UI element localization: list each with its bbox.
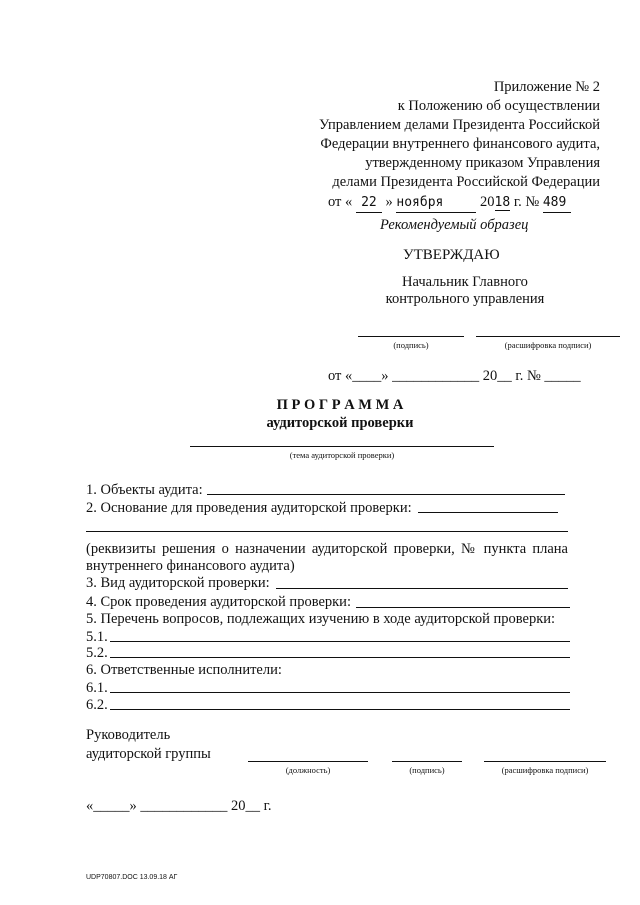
- item-5-2-label: 5.2.: [86, 645, 108, 661]
- order-prefix: от «: [328, 194, 353, 210]
- item-4-label: 4. Срок проведения аудиторской проверки:: [86, 594, 351, 610]
- approve-position-2: контрольного управления: [385, 291, 545, 307]
- approve-date-line: от «____» ____________ 20__ г. № _____: [328, 368, 581, 384]
- approve-decode-caption: (расшифровка подписи): [504, 340, 592, 350]
- item-2-label: 2. Основание для проведения аудиторской проверки:: [86, 500, 412, 516]
- bottom-date: «_____» ____________ 20__ г.: [86, 798, 272, 814]
- appendix-line-4: Федерации внутреннего финансового аудита,: [320, 136, 600, 152]
- order-year-label: г. №: [513, 194, 540, 210]
- footer-doc-id: UDP70807.DOC 13.09.18 АГ: [86, 874, 178, 881]
- item-6-2-label: 6.2.: [86, 697, 108, 713]
- program-title: П Р О Г Р А М М А: [276, 397, 404, 413]
- order-day: 22: [356, 193, 382, 213]
- order-date: [328, 193, 571, 213]
- item-2-line-2: [86, 531, 568, 532]
- appendix-line-5: утвержденному приказом Управления: [365, 155, 600, 171]
- appendix-line-3: Управлением делами Президента Российской: [319, 117, 600, 133]
- leader-decode-line: [484, 761, 606, 762]
- order-month: ноября: [396, 193, 476, 213]
- item-2-line: [418, 512, 558, 513]
- order-number: 489: [543, 193, 571, 213]
- item-5-1-line: [110, 641, 570, 642]
- approve-signature-line: [358, 336, 464, 337]
- appendix-line-2: к Положению об осуществлении: [397, 98, 600, 114]
- item-5-label: 5. Перечень вопросов, подлежащих изучению в ходе аудиторской проверки:: [86, 611, 556, 627]
- appendix-line-6: делами Президента Российской Федерации: [332, 174, 600, 190]
- approve-title: УТВЕРЖДАЮ: [403, 247, 500, 263]
- leader-position-caption: (должность): [285, 765, 331, 775]
- approve-decode-line: [476, 336, 620, 337]
- order-year-suffix: 18: [494, 195, 511, 210]
- approve-signature-caption: (подпись): [393, 340, 429, 350]
- leader-line-1: Руководитель: [86, 727, 171, 743]
- item-6-label: 6. Ответственные исполнители:: [86, 662, 282, 678]
- item-5-2-line: [110, 657, 570, 658]
- topic-line: [190, 446, 494, 447]
- approve-position-1: Начальник Главного: [402, 274, 528, 290]
- topic-caption: (тема аудиторской проверки): [289, 450, 395, 460]
- note-line-1: (реквизиты решения о назначении аудиторской проверки, № пункта плана: [86, 541, 568, 557]
- item-1-label: 1. Объекты аудита:: [86, 482, 203, 498]
- leader-decode-caption: (расшифровка подписи): [501, 765, 589, 775]
- item-6-1-line: [110, 692, 570, 693]
- item-3-label: 3. Вид аудиторской проверки:: [86, 575, 270, 591]
- item-4-line: [356, 607, 570, 608]
- order-mid: »: [385, 194, 393, 210]
- leader-position-line: [248, 761, 368, 762]
- item-6-2-line: [110, 709, 570, 710]
- leader-line-2: аудиторской группы: [86, 746, 211, 762]
- item-5-1-label: 5.1.: [86, 629, 108, 645]
- item-1-line: [207, 494, 565, 495]
- program-subtitle: аудиторской проверки: [266, 415, 414, 431]
- item-3-line: [276, 588, 568, 589]
- leader-signature-caption: (подпись): [409, 765, 445, 775]
- sample-label: Рекомендуемый образец: [380, 217, 529, 233]
- item-6-1-label: 6.1.: [86, 680, 108, 696]
- note-line-2: внутреннего финансового аудита): [86, 558, 295, 574]
- order-year-prefix: 20: [480, 194, 495, 210]
- appendix-line-1: Приложение № 2: [493, 79, 600, 95]
- leader-signature-line: [392, 761, 462, 762]
